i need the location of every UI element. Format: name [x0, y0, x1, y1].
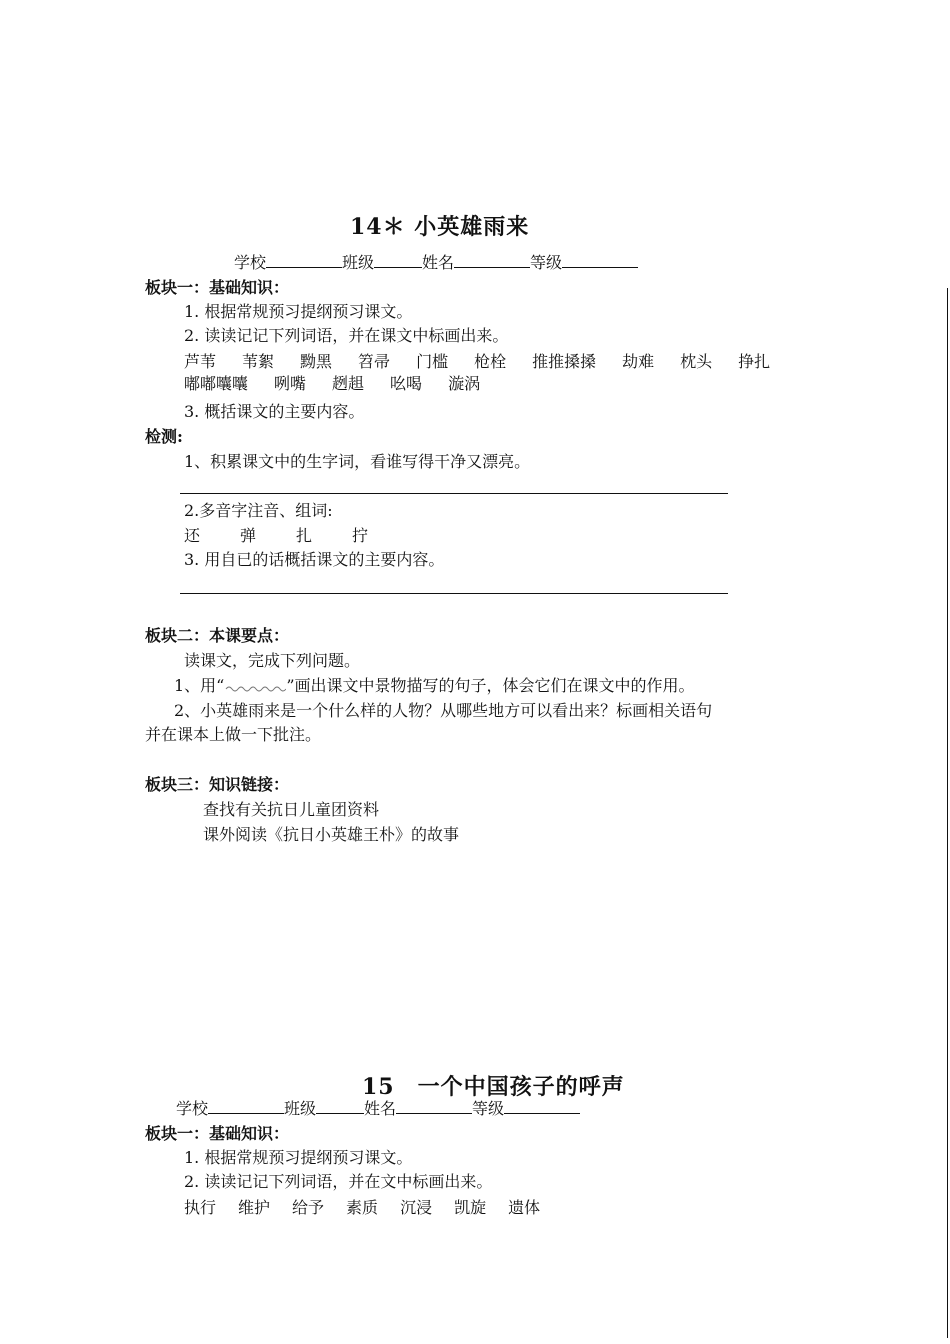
word: 枪栓 [474, 352, 507, 371]
wavy-line-icon [224, 681, 286, 693]
polyphone-char: 拧 [352, 526, 369, 545]
name-label: 姓名 [364, 1099, 397, 1118]
name-label: 姓名 [422, 253, 455, 272]
s2-q1-start: 1、用“ [174, 676, 225, 695]
words-row2 [184, 374, 506, 394]
section1-heading: 板块一：基础知识： [145, 278, 290, 297]
name-blank[interactable] [396, 1098, 472, 1114]
grade-label: 等级 [530, 253, 563, 272]
polyphone-char: 扎 [296, 526, 313, 545]
word: 苇絮 [242, 352, 275, 371]
grade-blank[interactable] [504, 1098, 580, 1114]
section2-heading: 板块二：本课要点： [145, 626, 290, 645]
word: 劫难 [622, 352, 655, 371]
class-label: 班级 [284, 1099, 317, 1118]
word: 维护 [238, 1198, 271, 1217]
page-edge-line [947, 288, 948, 1338]
lesson15-s1-item1: 1. 根据常规预习提纲预习课文。 [184, 1148, 413, 1167]
word: 芦苇 [184, 352, 217, 371]
s2-question2-line1: 2、小英雄雨来是一个什么样的人物？从哪些地方可以看出来？标画相关语句 [174, 701, 713, 720]
lesson15-section1-heading: 板块一：基础知识： [145, 1124, 290, 1143]
school-label: 学校 [234, 253, 267, 272]
word: 执行 [184, 1198, 217, 1217]
school-label: 学校 [176, 1099, 209, 1118]
word: 嘟嘟囔囔 [184, 374, 249, 393]
s2-question2-line2: 并在课本上做一下批注。 [145, 725, 322, 744]
lesson15-title: 15 一个中国孩子的呼声 [362, 1074, 625, 1100]
word: 笤帚 [358, 352, 391, 371]
word: 咧嘴 [274, 374, 307, 393]
lesson15-info-line [176, 1098, 580, 1119]
class-blank[interactable] [374, 252, 422, 268]
test-item3: 3. 用自已的话概括课文的主要内容。 [184, 550, 445, 569]
s1-item3: 3. 概括课文的主要内容。 [184, 402, 365, 421]
polyphone-row [184, 526, 368, 546]
lesson14-title: 14＊ 小英雄雨来 [350, 214, 530, 240]
word: 趔趄 [332, 374, 365, 393]
word: 门槛 [416, 352, 449, 371]
word: 黝黑 [300, 352, 333, 371]
class-blank[interactable] [316, 1098, 364, 1114]
s2-intro: 读课文，完成下列问题。 [184, 651, 361, 670]
s3-item1: 查找有关抗日儿童团资料 [203, 800, 380, 819]
grade-label: 等级 [472, 1099, 505, 1118]
s1-item1: 1. 根据常规预习提纲预习课文。 [184, 302, 413, 321]
word: 给予 [292, 1198, 325, 1217]
lesson15-s1-item2: 2. 读读记记下列词语，并在文中标画出来。 [184, 1172, 493, 1191]
test-heading: 检测: [145, 427, 183, 446]
answer-line-2[interactable] [180, 593, 728, 594]
class-label: 班级 [342, 253, 375, 272]
word: 凯旋 [454, 1198, 487, 1217]
s3-item2: 课外阅读《抗日小英雄王朴》的故事 [203, 825, 460, 844]
grade-blank[interactable] [562, 252, 638, 268]
lesson14-info-line [234, 252, 638, 273]
word: 挣扎 [738, 352, 771, 371]
word: 素质 [346, 1198, 379, 1217]
polyphone-char: 还 [184, 526, 201, 545]
name-blank[interactable] [454, 252, 530, 268]
section3-heading: 板块三：知识链接： [145, 775, 290, 794]
lesson15-words-row [184, 1198, 566, 1218]
s2-question1 [174, 676, 695, 696]
word: 遗体 [508, 1198, 541, 1217]
school-blank[interactable] [266, 252, 342, 268]
s2-q1-end: ”画出课文中景物描写的句子，体会它们在课文中的作用。 [286, 676, 695, 695]
words-row1 [184, 352, 796, 372]
word: 沉浸 [400, 1198, 433, 1217]
word: 吆喝 [390, 374, 423, 393]
polyphone-char: 弹 [240, 526, 257, 545]
test-item2: 2.多音字注音、组词: [184, 501, 333, 520]
test-item1: 1、积累课文中的生字词，看谁写得干净又漂亮。 [184, 452, 531, 471]
word: 枕头 [680, 352, 713, 371]
school-blank[interactable] [208, 1098, 284, 1114]
word: 漩涡 [448, 374, 481, 393]
answer-line-1[interactable] [180, 493, 728, 494]
word: 推推搡搡 [532, 352, 597, 371]
s1-item2: 2. 读读记记下列词语，并在课文中标画出来。 [184, 326, 509, 345]
